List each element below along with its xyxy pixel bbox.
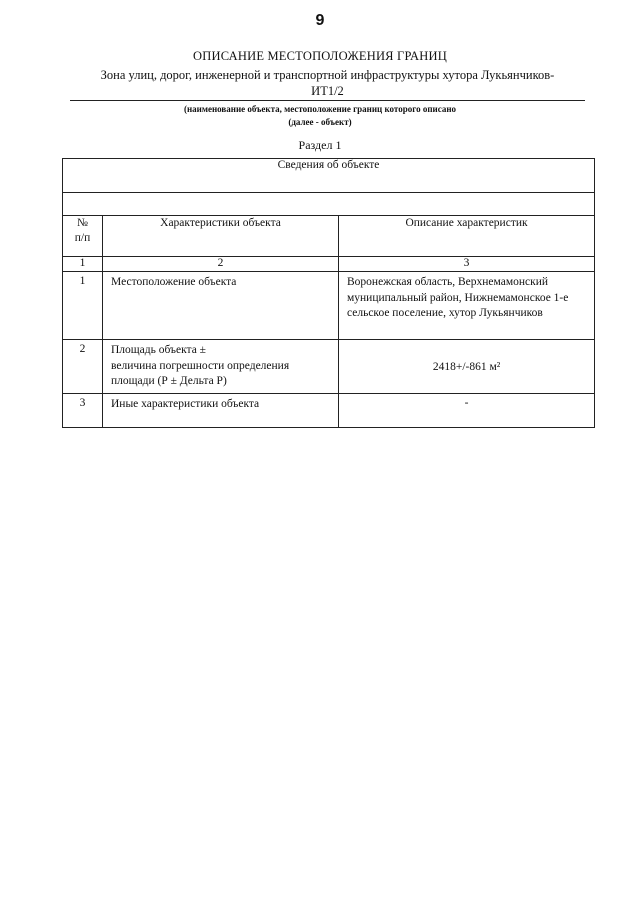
object-name	[70, 67, 585, 101]
header-characteristics: Характеристики объекта	[103, 216, 339, 257]
row-number: 3	[63, 394, 103, 428]
object-caption	[0, 103, 640, 129]
row-characteristic: Местоположение объекта	[103, 272, 339, 340]
row-value: -	[339, 394, 595, 428]
column-number-row	[63, 257, 595, 272]
object-name-line-2: ИТ1/2	[311, 84, 344, 98]
header-number: № п/п	[63, 216, 103, 257]
table-row	[63, 272, 595, 340]
header-description: Описание характеристик	[339, 216, 595, 257]
table-row	[63, 394, 595, 428]
table-header-row	[63, 216, 595, 257]
table-blank-row	[63, 193, 595, 216]
object-info-table	[62, 158, 595, 428]
object-name-line-1: Зона улиц, дорог, инженерной и транспортной инфраструктуры хутора Лукьянчиков-	[100, 68, 555, 82]
row-number: 1	[63, 272, 103, 340]
row-value: Воронежская область, Верхнемамонский муниципальный район, Нижнемамонское 1-е сельское поселение, хутор Лукьянчиков	[339, 272, 595, 340]
section-title: Раздел 1	[298, 138, 342, 152]
table-title: Сведения об объекте	[63, 159, 595, 193]
caption-line-2: (далее - объект)	[288, 117, 352, 127]
table-title-row	[63, 159, 595, 193]
row-characteristic: Площадь объекта ± величина погрешности определения площади (Р ± Дельта Р)	[103, 340, 339, 394]
row-characteristic: Иные характеристики объекта	[103, 394, 339, 428]
document-title: ОПИСАНИЕ МЕСТОПОЛОЖЕНИЯ ГРАНИЦ	[193, 49, 447, 63]
column-number: 2	[103, 257, 339, 272]
column-number: 1	[63, 257, 103, 272]
table-row	[63, 340, 595, 394]
caption-line-1: (наименование объекта, местоположение границ которого описано	[183, 104, 457, 114]
page-number: 9	[315, 12, 325, 29]
row-value: 2418+/-861 м²	[339, 340, 595, 394]
row-number: 2	[63, 340, 103, 394]
column-number: 3	[339, 257, 595, 272]
